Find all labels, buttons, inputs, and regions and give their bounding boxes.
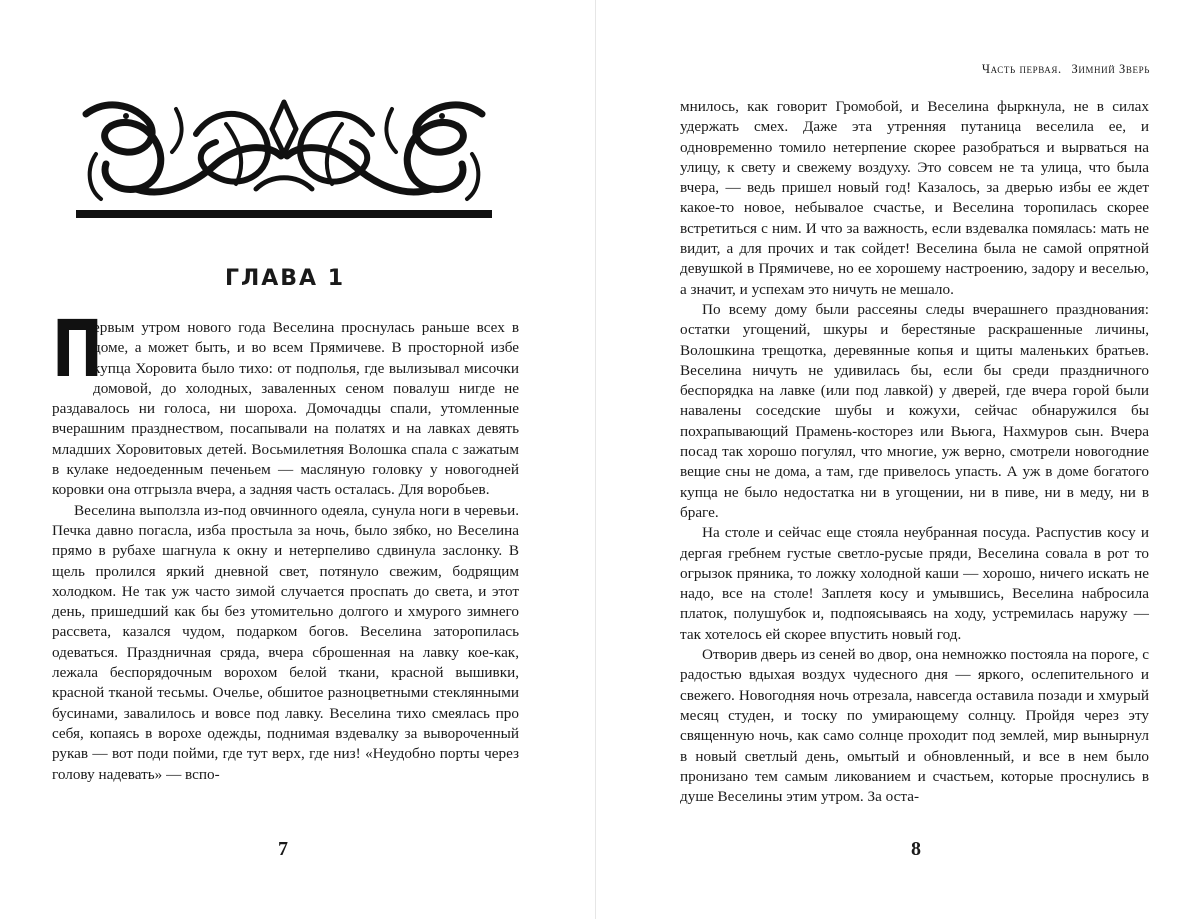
paragraph-1 [52, 305, 519, 501]
paragraph-3: На столе и сейчас еще стояла неубранная посуда. Распустив косу и дергая гребнем густые светло-русые пряди, Веселина совала в рот то огрызок пряника, то ложку холодной каши — хорошо, ничего искать не надо, все на столе! Заплетя косу и умывшись, Веселина набросила платок, полушубок и, подпоясываясь на ходу, устремилась наружу — так хотелось ей скорее впустить новый год. [680, 524, 1149, 643]
running-head-title: Зимний Зверь [1071, 62, 1150, 76]
right-body-text [680, 97, 1149, 807]
drop-cap: П [52, 305, 103, 395]
running-head-part: Часть первая. [981, 62, 1062, 76]
running-head [680, 62, 1150, 77]
right-page [596, 0, 1190, 919]
paragraph-2: Веселина выползла из-под овчинного одеяла, сунула ноги в черевьи. Печка давно погасла, изба простыла за ночь, было зябко, но Веселина прямо в рубахе шагнула к окну и нетерпеливо сдвинула заслонку. В щель пролился яркий дневной свет, потянуло свежим, бодрящим холодком. Не так уж часто зимой случается проспать до света, и этот день, пришедший как бы без утомительно долгого и хмурого зимнего рассвета, казался чудом, подарком богов. Веселина заторопилась одеваться. Праздничная сряда, вчера сброшенная на лавку кое-как, лежала беспорядочным ворохом белой ткани, красной вышивки, красной тканой тесьмы. Очелье, обшитое разноцветными стеклянными бусинами, завалилось и вовсе под лавку. Веселина тихо смеялась про себя, копаясь в ворохе одежды, поднимая вздевалку за вывороченный рукав — вот поди пойми, где тут верх, где низ! «Неудобно порты через голову надевать» — вспо- [52, 501, 519, 783]
paragraph-4: Отворив дверь из сеней во двор, она немножко постояла на пороге, с радостью вдыхая воздух чудесного дня — яркого, ослепительного и свежего. Новогодняя ночь отрезала, навсегда оставила позади и хмурый месяц студен, и тоску по умирающему солнцу. Пройдя через эту священную ночь, как само солнце проходит под землей, мир вынырнул в новый светлый день, омытый и обновленный, и все в нем было пронизано тем самым ликованием и счастьем, которые проснулись в душе Веселины этим утром. За оста- [680, 646, 1149, 806]
knotwork-ornament-headpiece [76, 94, 492, 219]
page-number-left: 7 [278, 838, 288, 860]
paragraph-continued: мнилось, как говорит Громобой, и Веселина фыркнула, не в силах удержать смех. Даже эта утренняя путаница веселила ее, и одновременно томило нетерпение скорее разобраться и вырваться на улицу, к свету и свежему воздуху. Это совсем не та улица, что была вчера, — ведь пришел новый год! Казалось, за дверью избы ее ждет какое-то новое, небывалое счастье, и Веселина торопилась скорее встретиться с ним. И что за важность, если вздевалка помялась: мать не видит, а для прочих и так сойдет! Веселина была не самой опрятной девушкой в Прямичеве, но ее хорошему настроению, задору и веселью, а значит, и успехам это ничуть не мешало. [680, 98, 1149, 298]
paragraph-1-text: ервым утром нового года Веселина проснулась раньше всех в доме, а может быть, и во всем Прямичеве. В просторной избе купца Хоровита было тихо: от подполья, где вылизывал мисочки домовой, до холодных, заваленных сеном повалуш нигде не раздавалось ни голоса, ни шороха. Домочадцы спали, утомленные вчерашним празднеством, посапывали на полатях и на лавках девять младших Хоровитовых детей. Восьмилетняя Волошка спала с зажатым в кулаке недоеденным печеньем — масляную головку у новогодней коровки она отгрызла вчера, а задняя часть осталась. Для воробьев. [52, 319, 519, 499]
left-body-text [52, 305, 519, 785]
chapter-title: ГЛАВА 1 [224, 266, 346, 291]
paragraph-2: По всему дому были рассеяны следы вчерашнего празднования: остатки угощений, шкуры и берестяные раскрашенные личины, Волошкина трещотка, деревянные копья и щиты маленьких братьев. Веселина ничуть не удивилась бы, если бы среди праздничного беспорядка на лавке (или под лавкой) у дверей, где вчера горой были навалены соседские шубы и кожухи, сейчас обнаружился бы похрапывающий Прамень-косторез или Вьюга, Нахмуров сын. Вчера посад так хорошо погулял, что многие, уж верно, смотрели новогодние вещие сны не дома, а там, где привелось упасть. А уж в доме богатого купца не было недостатка ни в угощении, ни в пиве, ни в меду, ни в браге. [680, 300, 1149, 521]
page-number-right: 8 [911, 838, 921, 860]
